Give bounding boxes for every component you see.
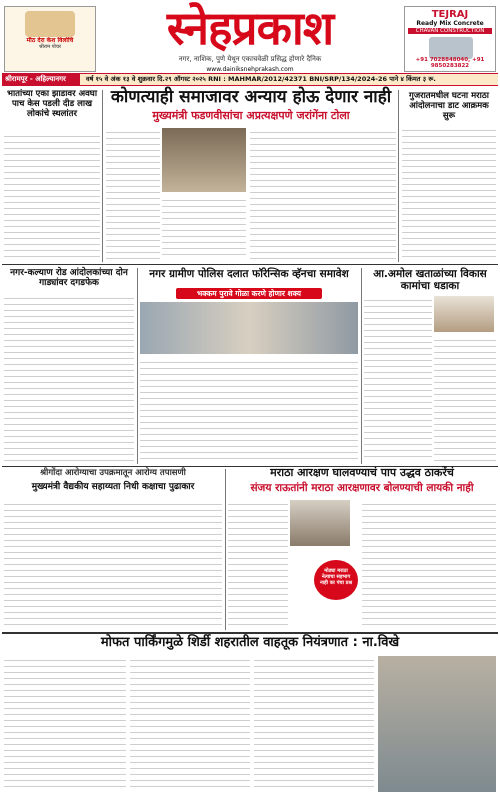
mid-center-body	[140, 358, 358, 462]
ad-left-line2: श्रीराम पोचर	[38, 44, 62, 50]
row3-left-headline[interactable]: मुख्यमंत्री वैद्यकीय सहाय्यता निधी कक्षाचा पुढाकार	[31, 482, 195, 492]
left-top-body	[4, 132, 100, 260]
column-divider	[137, 268, 138, 464]
advertisement-right[interactable]	[404, 6, 496, 72]
callout-box	[314, 560, 358, 600]
newspaper-name: स्नेहप्रकाश	[166, 1, 334, 55]
ad-subtitle: Ready Mix Concrete	[416, 20, 484, 27]
issue-strip	[2, 73, 498, 86]
row3-right-subhead[interactable]: संजय राऊतांनी मराठा आरक्षणावर बोलण्याची लायकी नाही	[250, 482, 474, 494]
bottom-body-1	[4, 656, 126, 792]
leader-photo	[290, 500, 350, 546]
chief-minister-photo	[162, 128, 246, 192]
column-divider	[102, 90, 103, 262]
mid-left-headline[interactable]: नगर-कल्याण रोड आंदोलकांच्या दोन गाड्यांवर दगडफेक	[10, 268, 128, 289]
truck-icon	[429, 37, 473, 59]
row3-left-kicker[interactable]: श्रीगोंदा आरोग्याचा उपक्रमातून आरोग्य तपासणी	[40, 468, 186, 478]
mid-right-body	[364, 296, 432, 462]
callout-text: मोठ्या मराठा नेत्याचा सहभाग नाही का पंचा प्रश्न	[319, 568, 353, 586]
ad-left-line1: मीठ देरा केश विलोचि	[26, 37, 74, 44]
forensic-van-photo	[140, 302, 358, 354]
lead-subhead[interactable]: मुख्यमंत्री फडणवीसांचा अप्रत्यक्षपणे जरांगेंना टोला	[152, 109, 350, 122]
bottom-headline[interactable]: मोफत पार्किंगमुळे शिर्डी शहरातील वाहतूक नियंत्रणात : ना.विखे	[100, 635, 400, 650]
tagline: नगर, नाशिक, पुणे येथून एकाचवेळी प्रसिद्ध होणारे दैनिक	[178, 55, 322, 63]
column-divider	[225, 469, 226, 630]
ad-phone: +91 7028848040, +91 9850283822	[415, 57, 485, 69]
lead-headline[interactable]: कोणत्याही समाजावर अन्याय होऊ देणार नाही	[110, 87, 392, 107]
ad-image	[25, 11, 75, 37]
mid-right-headline[interactable]: आ.अमोल खताळांच्या विकास कामांचा धडाका	[373, 268, 487, 293]
lead-body-2	[162, 196, 246, 260]
bottom-body-3	[254, 656, 374, 792]
section-rule	[2, 264, 498, 265]
issue-info: वर्ष १५ वे अंक १३ वे शुक्रवार दि.२९ ऑगस्ट २०२५ RNI : MAHMAR/2012/42371 BNI/SRP/134/2024-26 पाने ४ किंमत ३ रू.	[86, 75, 436, 83]
mid-left-body	[4, 294, 134, 462]
right-top-headline[interactable]: गुजरातमधील घटना मराठा आंदोलनाचा डाट आक्रमक सुरू	[409, 91, 489, 121]
row3-right-headline[interactable]: मराठा आरक्षण घालवण्याचं पाप उद्धव ठाकरेंचं	[270, 466, 454, 479]
mla-portrait	[434, 296, 494, 332]
column-divider	[398, 90, 399, 262]
bottom-body-2	[130, 656, 250, 792]
column-divider	[361, 268, 362, 464]
row3-left-body	[4, 500, 222, 628]
website-link[interactable]: www.dainiksnehprakash.com	[206, 66, 294, 73]
mid-center-banner: भक्कम पुरावे गोळा करणे होणार शक्य	[176, 288, 322, 299]
mid-right-body-2	[434, 336, 496, 462]
ad-bar: CHAVAN CONSTRUCTION	[408, 28, 492, 34]
left-top-headline[interactable]: भातांच्या एका झाडावर अवघा पाच केस पडली दीड लाख लोकांचे स्थलांतर	[6, 89, 98, 119]
mid-center-headline[interactable]: नगर ग्रामीण पोलिस दलात फॉरेन्सिक व्हॅनचा समावेश	[149, 268, 349, 280]
shirdi-photo	[378, 656, 496, 792]
lead-body	[106, 128, 160, 260]
advertisement-left[interactable]	[4, 6, 96, 72]
right-top-body	[402, 126, 496, 260]
ad-brand: TEJRAJ	[431, 9, 469, 20]
masthead	[98, 2, 402, 66]
row3-right-body	[228, 500, 288, 628]
edition-location: श्रीरामपूर - अहिल्यानगर	[2, 74, 80, 85]
lead-body-3	[250, 128, 396, 260]
section-rule	[2, 632, 498, 634]
row3-right-body-2	[362, 500, 496, 628]
